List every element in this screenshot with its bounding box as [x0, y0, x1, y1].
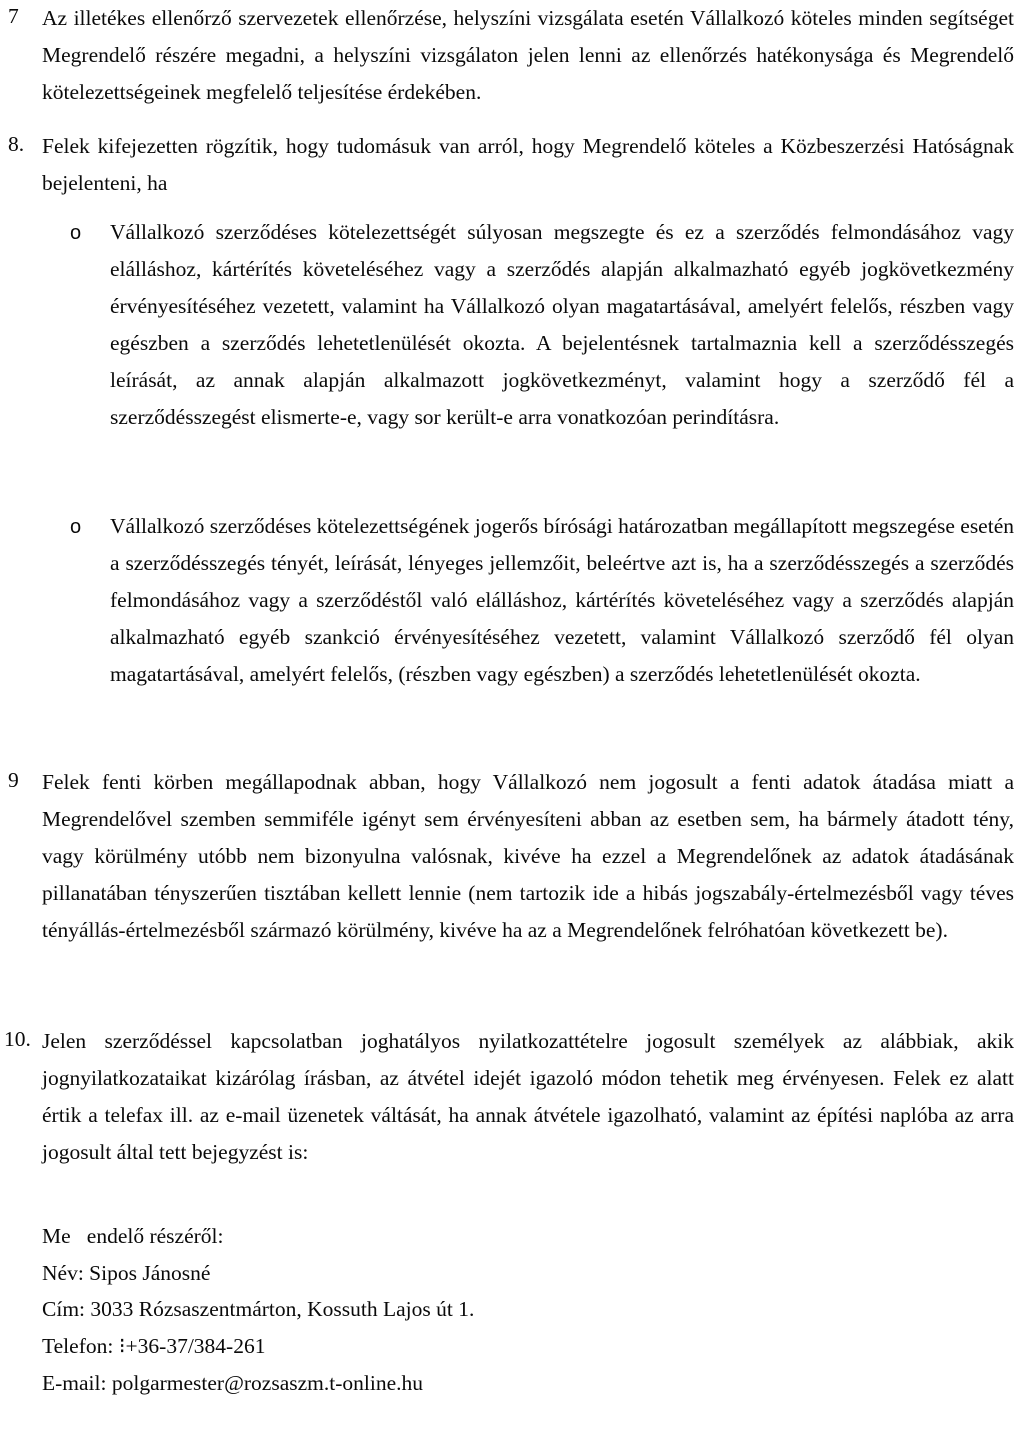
bullet-marker: o: [70, 516, 82, 538]
contact-email: E-mail: polgarmester@rozsaszm.t-online.hu: [42, 1370, 424, 1395]
paragraph-number: 9: [8, 768, 19, 792]
list-item: Vállalkozó szerződéses kötelezettségének jogerős bírósági határozatban megállapított megszegése esetén a szerződésszegés tényét, leírását, lényeges jellemzőit, beleértve azt is, ha a szerződésszegés a szerződés felmondásához vagy a szerződéstől való elálláshoz, kártérítés követeléséhez vagy a szerződés alapján alkalmazható egyéb szankció érvényesítéséhez vezetett, valamint Vállalkozó szerződő fél olyan magatartásával, amelyért felelős, (részben vagy egészben) a szerződés lehetetlenülését okozta.: [110, 514, 1014, 686]
paragraph-number: 7: [8, 4, 19, 28]
paragraph-text: Jelen szerződéssel kapcsolatban joghatályos nyilatkozattételre jogosult személyek az alábbiak, akik jognyilatkozataikat kizárólag írásban, az átvétel idejét igazoló módon tehetik meg érvényesen. Felek ez alatt értik a telefax ill. az e-mail üzenetek váltását, ha annak átvétele igazolható, valamint az építési naplóba az arra jogosult által tett bejegyzést is:: [42, 1029, 1014, 1164]
paragraph-text: Felek fenti körben megállapodnak abban, hogy Vállalkozó nem jogosult a fenti adatok átadása miatt a Megrendelővel szemben semmiféle igényt sem érvényesíteni abban az esetben sem, ha bármely átadott tény, vagy körülmény utóbb nem bizonyulna valósnak, kivéve ha ezzel a Megrendelőnek az adatok átadásának pillanatában tényszerűen tisztában kellett lennie (nem tartozik ide a hibás jogszabály-értelmezésből vagy téves tényállás-értelmezésből származó körülmény, kivéve ha az a Megrendelőnek felróhatóan következett be).: [42, 770, 1014, 942]
contact-block: [42, 1218, 474, 1402]
contact-heading: Me endelő részéről:: [42, 1224, 224, 1248]
bullet-marker: o: [70, 222, 82, 244]
paragraph-text: Az illetékes ellenőrző szervezetek ellenőrzése, helyszíni vizsgálata esetén Vállalkozó köteles minden segítséget Megrendelő részére megadni, a helyszíni vizsgálaton jelen lenni az ellenőrzés hatékonysága és Megrendelő kötelezettségeinek megfelelő teljesítése érdekében.: [42, 6, 1014, 104]
contact-address: Cím: 3033 Rózsaszentmárton, Kossuth Lajos út 1.: [42, 1297, 475, 1322]
list-item: Vállalkozó szerződéses kötelezettségét súlyosan megszegte és ez a szerződés felmondásához vagy elálláshoz, kártérítés követeléséhez vagy a szerződés alapján alkalmazható egyéb jogkövetkezmény érvényesítéséhez vezetett, valamint ha Vállalkozó olyan magatartásával, amelyért felelős, részben vagy egészben a szerződés lehetetlenülését okozta. A bejelentésnek tartalmaznia kell a szerződésszegés leírását, az annak alapján alkalmazott jogkövetkezményt, valamint hogy a szerződő fél a szerződésszegést elismerte-e, vagy sor került-e arra vonatkozóan perindításra.: [110, 220, 1014, 429]
paragraph-number: 10.: [4, 1027, 31, 1051]
contact-name: Név: Sipos Jánosné: [42, 1260, 211, 1285]
paragraph-number: 8.: [8, 132, 25, 156]
contact-phone: Telefon: ⁝+36-37/384-261: [42, 1334, 266, 1359]
paragraph-text: Felek kifejezetten rögzítik, hogy tudomásuk van arról, hogy Megrendelő köteles a Közbeszerzési Hatóságnak bejelenteni, ha: [42, 134, 1014, 195]
